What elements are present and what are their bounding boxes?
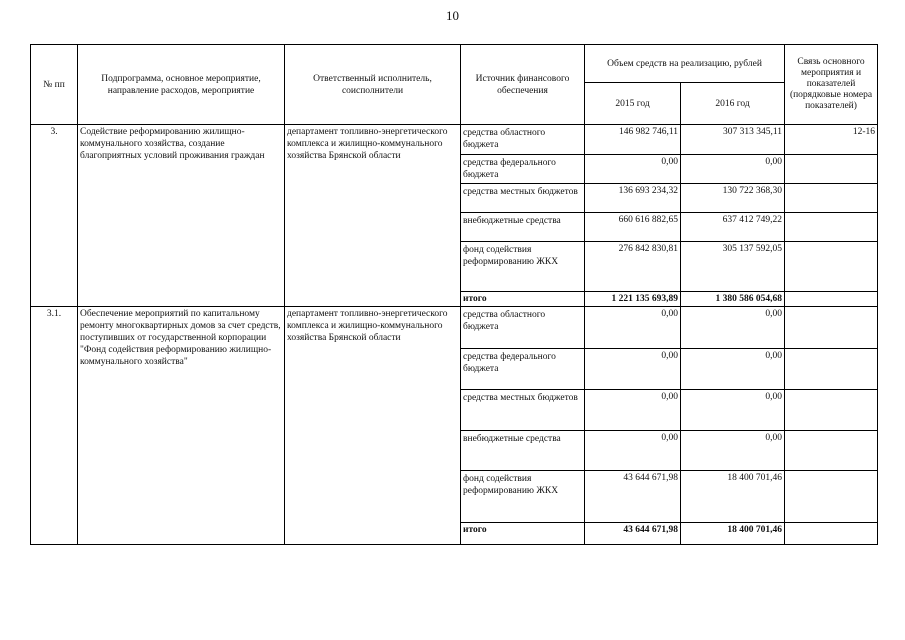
value-2015-total: 1 221 135 693,89 bbox=[585, 292, 681, 307]
value-2015: 136 693 234,32 bbox=[585, 184, 681, 213]
link-cell bbox=[785, 349, 878, 390]
value-2015: 0,00 bbox=[585, 431, 681, 471]
source-cell-total: итого bbox=[461, 523, 585, 545]
value-2016-total: 1 380 586 054,68 bbox=[681, 292, 785, 307]
source-cell: внебюджетные средства bbox=[461, 431, 585, 471]
header-executor: Ответственный исполнитель, соисполнители bbox=[285, 45, 461, 125]
source-cell: фонд содействия реформированию ЖКХ bbox=[461, 471, 585, 523]
value-2016: 305 137 592,05 bbox=[681, 242, 785, 292]
source-cell: средства федерального бюджета bbox=[461, 349, 585, 390]
value-2015-total: 43 644 671,98 bbox=[585, 523, 681, 545]
value-2016: 0,00 bbox=[681, 431, 785, 471]
value-2015: 0,00 bbox=[585, 307, 681, 349]
link-cell bbox=[785, 155, 878, 184]
source-cell: фонд содействия реформированию ЖКХ bbox=[461, 242, 585, 292]
header-source: Источник финансового обеспечения bbox=[461, 45, 585, 125]
value-2015: 0,00 bbox=[585, 390, 681, 431]
value-2016: 0,00 bbox=[681, 307, 785, 349]
header-2016: 2016 год bbox=[681, 83, 785, 125]
source-cell: средства местных бюджетов bbox=[461, 184, 585, 213]
header-link: Связь основного мероприятия и показателей (порядковые номера показателей) bbox=[785, 45, 878, 125]
row-number: 3.1. bbox=[31, 307, 78, 545]
value-2015: 660 616 882,65 bbox=[585, 213, 681, 242]
source-cell: средства местных бюджетов bbox=[461, 390, 585, 431]
value-2015: 43 644 671,98 bbox=[585, 471, 681, 523]
page-number: 10 bbox=[446, 8, 459, 23]
value-2015: 276 842 830,81 bbox=[585, 242, 681, 292]
header-no: № пп bbox=[31, 45, 78, 125]
link-cell: 12-16 bbox=[785, 125, 878, 155]
value-2016: 637 412 749,22 bbox=[681, 213, 785, 242]
link-cell bbox=[785, 184, 878, 213]
link-cell bbox=[785, 292, 878, 307]
row-number: 3. bbox=[31, 125, 78, 307]
value-2015: 0,00 bbox=[585, 349, 681, 390]
table-row bbox=[31, 307, 878, 349]
value-2015: 0,00 bbox=[585, 155, 681, 184]
header-volume: Объем средств на реализацию, рублей bbox=[585, 45, 785, 83]
link-cell bbox=[785, 471, 878, 523]
link-cell bbox=[785, 431, 878, 471]
value-2016: 0,00 bbox=[681, 349, 785, 390]
source-cell-total: итого bbox=[461, 292, 585, 307]
header-program: Подпрограмма, основное мероприятие, направление расходов, мероприятие bbox=[78, 45, 285, 125]
header-2015: 2015 год bbox=[585, 83, 681, 125]
value-2016: 130 722 368,30 bbox=[681, 184, 785, 213]
program-name: Содействие реформированию жилищно-коммунального хозяйства, создание благоприятных условий проживания граждан bbox=[78, 125, 285, 307]
program-name: Обеспечение мероприятий по капитальному ремонту многоквартирных домов за счет средств, поступивших от государственной корпорации "Фонд содействия реформированию жилищно-коммунального хозяйства" bbox=[78, 307, 285, 545]
source-cell: средства областного бюджета bbox=[461, 125, 585, 155]
financing-table bbox=[30, 44, 878, 545]
table-row bbox=[31, 125, 878, 155]
value-2016: 0,00 bbox=[681, 390, 785, 431]
link-cell bbox=[785, 390, 878, 431]
link-cell bbox=[785, 307, 878, 349]
executor-name: департамент топливно-энергетического комплекса и жилищно-коммунального хозяйства Брянской области bbox=[285, 125, 461, 307]
source-cell: внебюджетные средства bbox=[461, 213, 585, 242]
value-2016-total: 18 400 701,46 bbox=[681, 523, 785, 545]
executor-name: департамент топливно-энергетического комплекса и жилищно-коммунального хозяйства Брянской области bbox=[285, 307, 461, 545]
source-cell: средства областного бюджета bbox=[461, 307, 585, 349]
link-cell bbox=[785, 242, 878, 292]
value-2016: 307 313 345,11 bbox=[681, 125, 785, 155]
link-cell bbox=[785, 213, 878, 242]
link-cell bbox=[785, 523, 878, 545]
value-2016: 0,00 bbox=[681, 155, 785, 184]
value-2016: 18 400 701,46 bbox=[681, 471, 785, 523]
source-cell: средства федерального бюджета bbox=[461, 155, 585, 184]
value-2015: 146 982 746,11 bbox=[585, 125, 681, 155]
